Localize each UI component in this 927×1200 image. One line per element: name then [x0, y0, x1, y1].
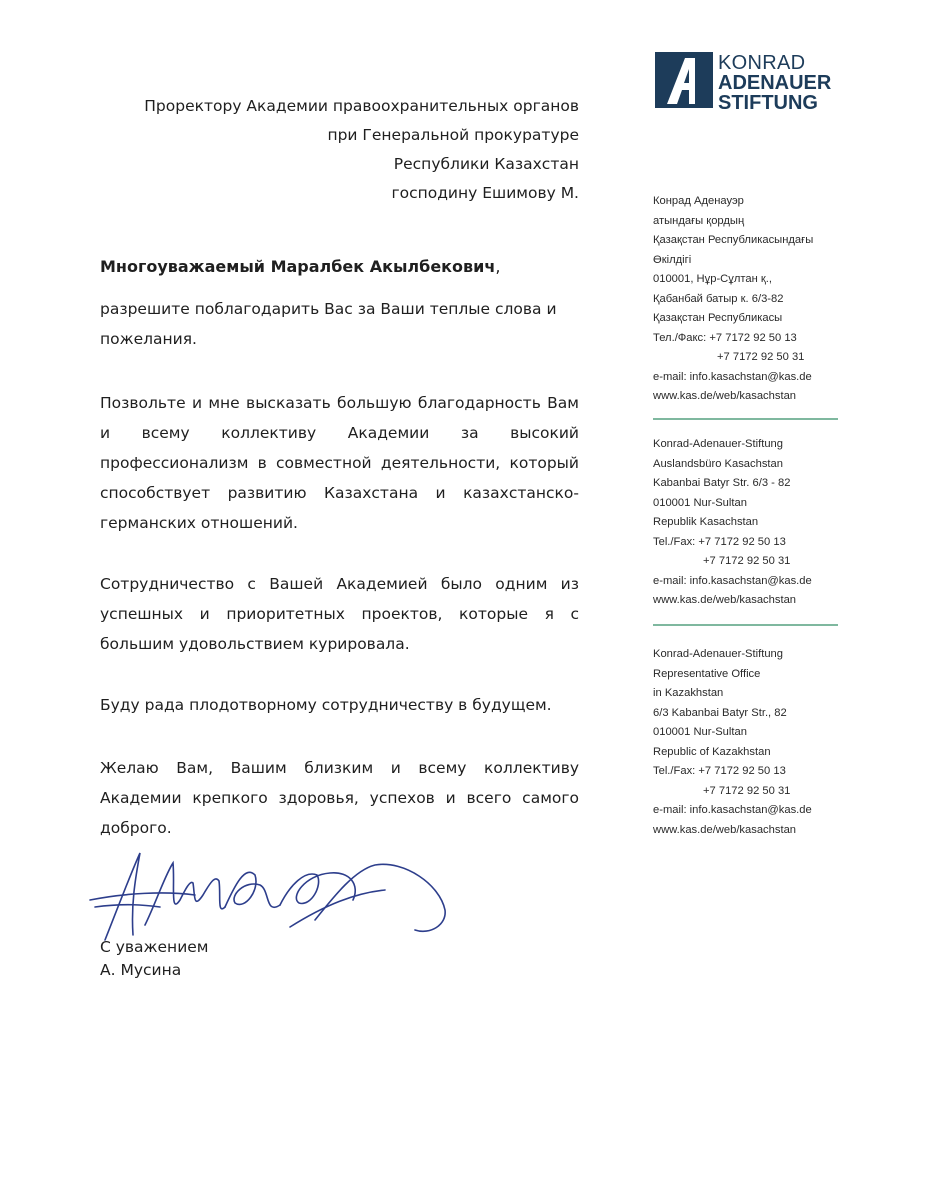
logo-wordmark [718, 52, 831, 113]
sidebar-contact-english [653, 645, 838, 840]
sidebar-line: Konrad-Adenauer-Stiftung [653, 438, 783, 450]
sidebar-contact-kazakh [653, 192, 838, 407]
sidebar-line: 010001 Nur-Sultan [653, 726, 747, 738]
sidebar-website: www.kas.de/web/kasachstan [653, 594, 797, 606]
logo-line-konrad: KONRAD [718, 52, 806, 74]
sidebar-line: Қазақстан Республикасы [653, 312, 783, 324]
kas-logo [655, 52, 845, 112]
salutation-name: Многоуважаемый Маралбек Акылбекович [100, 257, 496, 276]
kas-logo-mark-icon [655, 52, 713, 108]
sidebar-email: e-mail: info.kasachstan@kas.de [653, 804, 812, 816]
sidebar-phone-2: +7 7172 92 50 31 [703, 555, 791, 567]
sidebar-line: in Kazakhstan [653, 687, 724, 699]
paragraph-cooperation: Сотрудничество с Вашей Академией было одним из успешных и приоритетных проектов, которые я с большим удовольствием курировала. [100, 575, 579, 653]
sidebar-line: 010001, Нұр-Сұлтан қ., [653, 273, 772, 285]
closing-block [100, 936, 209, 982]
addressee-line: господину Ешимову М. [391, 184, 579, 202]
paragraph-gratitude: Позвольте и мне высказать большую благодарность Вам и всему коллективу Академии за высокий профессионализм в совместной деятельности, который способствует развитию Казахстана и казахстанско-германских отношений. [100, 394, 579, 532]
sidebar-line: Өкілдігі [653, 253, 692, 266]
salutation [100, 257, 500, 276]
sidebar-line: Auslandsbüro Kasachstan [653, 457, 783, 470]
sidebar-line: атындағы қордың [653, 214, 745, 227]
salutation-comma: , [495, 257, 501, 276]
sidebar-website: www.kas.de/web/kasachstan [653, 823, 797, 836]
sidebar-phone-2: +7 7172 92 50 31 [717, 351, 805, 363]
sidebar-divider [653, 624, 838, 626]
sidebar-phone: Tel./Fax: +7 7172 92 50 13 [653, 535, 786, 548]
paragraph-thanks: разрешите поблагодарить Вас за Ваши теплые слова и пожелания. [100, 300, 557, 348]
handwritten-signature [85, 845, 455, 945]
sidebar-line: Kabanbai Batyr Str. 6/3 - 82 [653, 477, 791, 489]
sidebar-line: Republik Kasachstan [653, 516, 759, 528]
sidebar-divider [653, 418, 838, 420]
closing-regards: С уважением [100, 938, 209, 956]
sidebar-phone: Tel./Fax: +7 7172 92 50 13 [653, 765, 786, 777]
logo-line-adenauer: ADENAUER [718, 72, 832, 94]
sidebar-email: e-mail: info.kasachstan@kas.de [653, 574, 812, 587]
addressee-line: Проректору Академии правоохранительных органов [144, 97, 579, 115]
closing-signatory: А. Мусина [100, 961, 182, 979]
addressee-block [100, 92, 579, 208]
sidebar-line: Konrad-Adenauer-Stiftung [653, 648, 783, 660]
addressee-line: при Генеральной прокуратуре [327, 126, 579, 144]
paragraph-future: Буду рада плодотворному сотрудничеству в будущем. [100, 696, 552, 714]
paragraph-wishes: Желаю Вам, Вашим близким и всему коллективу Академии крепкого здоровья, успехов и всего самого доброго. [100, 759, 579, 837]
sidebar-phone: Тел./Факс: +7 7172 92 50 13 [653, 331, 797, 344]
sidebar-line: 6/3 Kabanbai Batyr Str., 82 [653, 706, 787, 719]
sidebar-contact-german [653, 435, 838, 611]
sidebar-line: 010001 Nur-Sultan [653, 496, 747, 509]
sidebar-website: www.kas.de/web/kasachstan [653, 390, 797, 402]
sidebar-line: Қазақстан Республикасындағы [653, 234, 814, 246]
sidebar-email: e-mail: info.kasachstan@kas.de [653, 370, 812, 383]
addressee-line: Республики Казахстан [393, 155, 579, 173]
logo-line-stiftung: STIFTUNG [718, 92, 818, 114]
sidebar-phone-2: +7 7172 92 50 31 [703, 784, 791, 797]
sidebar-line: Қабанбай батыр к. 6/3-82 [653, 292, 784, 305]
sidebar-line: Конрад Аденауэр [653, 195, 744, 207]
sidebar-line: Representative Office [653, 667, 761, 680]
sidebar-line: Republic of Kazakhstan [653, 745, 771, 758]
